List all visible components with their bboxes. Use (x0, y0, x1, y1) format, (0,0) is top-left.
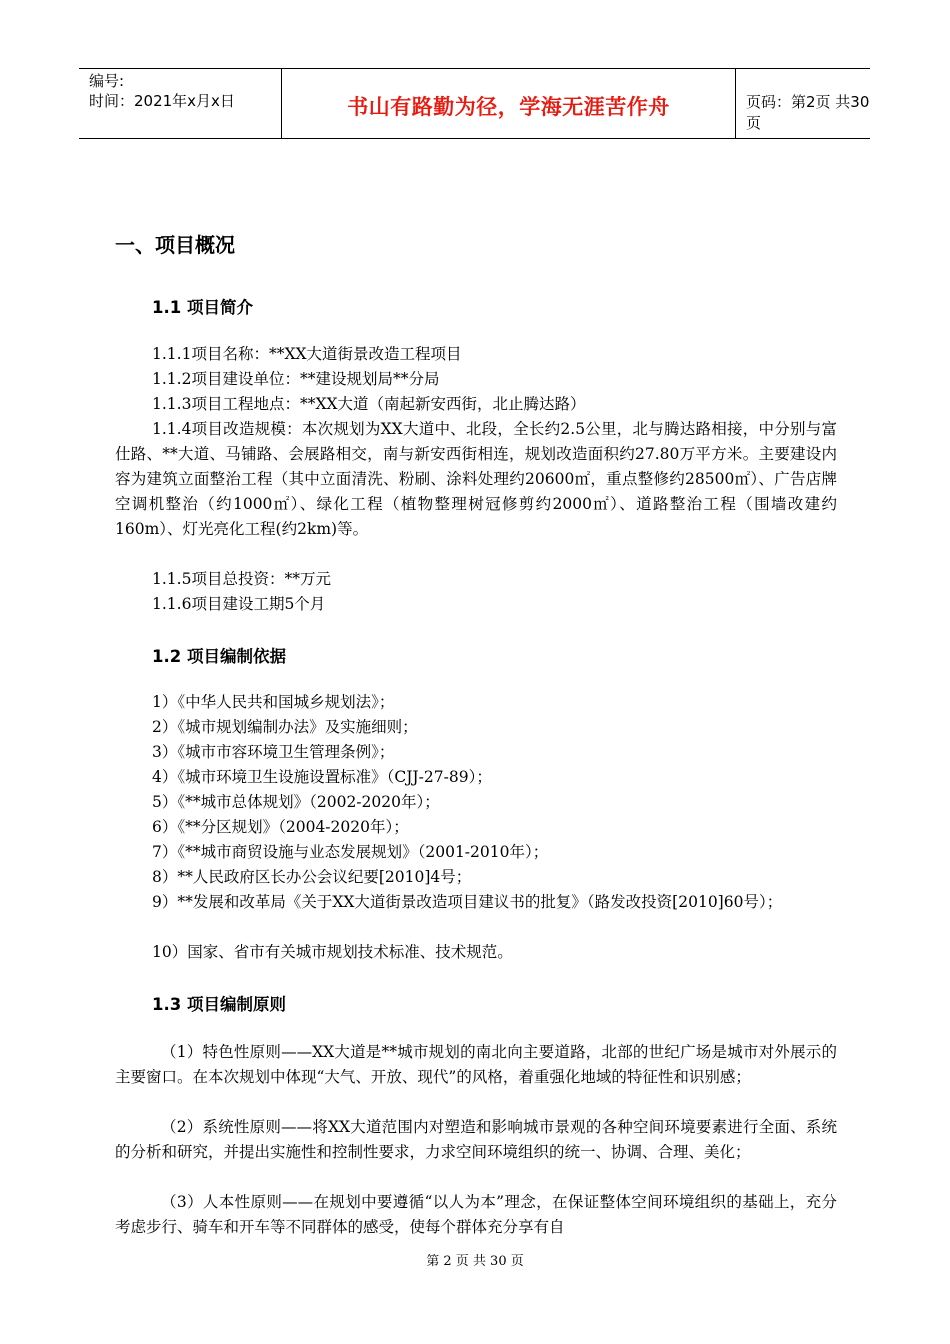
header-page-info: 页码：第2页 共30页 (746, 93, 870, 132)
header-left-cell (79, 69, 282, 138)
paragraph-1-1-6: 1.1.6项目建设工期5个月 (152, 595, 326, 613)
principle-paragraph: （3）人本性原则——在规划中要遵循“以人为本”理念，在保证整体空间环境组织的基础上，充分考虑步行、骑车和开车等不同群体的感受，使每个群体充分享有自 (115, 1193, 837, 1236)
principle-paragraph: （2）系统性原则——将XX大道范围内对塑造和影响城市景观的各种空间环境要素进行全面、系统的分析和研究，并提出实施性和控制性要求，力求空间环境组织的统一、协调、合理、美化； (115, 1118, 837, 1161)
basis-item: 3）《城市市容环境卫生管理条例》； (152, 743, 395, 761)
paragraph-1-1-2: 1.1.2项目建设单位：**建设规划局**分局 (152, 370, 440, 388)
basis-item: 2）《城市规划编制办法》及实施细则； (152, 718, 418, 736)
basis-item: 9）**发展和改革局《关于XX大道街景改造项目建议书的批复》（路发改投资[2010]60号）； (152, 893, 783, 911)
paragraph-1-1-3: 1.1.3项目工程地点：**XX大道（南起新安西街，北止腾达路） (152, 395, 586, 413)
subsection-title-1-3: 1.3 项目编制原则 (152, 995, 286, 1014)
basis-item: 5）《**城市总体规划》（2002-2020年）； (152, 793, 440, 811)
basis-item: 8）**人民政府区长办公会议纪要[2010]4号； (152, 868, 472, 886)
page-header (79, 68, 870, 139)
basis-item: 10）国家、省市有关城市规划技术标准、技术规范。 (152, 943, 513, 961)
page-footer: 第 2 页 共 30 页 (426, 1254, 524, 1269)
section-title: 一、项目概况 (115, 233, 235, 257)
subsection-title-1-2: 1.2 项目编制依据 (152, 647, 286, 666)
subsection-title-1-1: 1.1 项目简介 (152, 298, 253, 317)
document-number-label: 编号: (89, 72, 125, 90)
basis-item: 6）《**分区规划》（2004-2020年）； (152, 818, 409, 836)
paragraph-1-1-4: 1.1.4项目改造规模：本次规划为XX大道中、北段，全长约2.5公里，北与腾达路相接，中分别与富仕路、**大道、马铺路、会展路相交，南与新安西街相连，规划改造面积约27.80万平方米。主要建设内容为建筑立面整治工程（其中立面清洗、粉刷、涂料处理约20600㎡，重点整修约28500㎡）、广告店牌空调机整治（约1000㎡）、绿化工程（植物整理树冠修剪约2000㎡）、道路整治工程（围墙改建约160m）、灯光亮化工程(约2km)等。 (115, 420, 837, 538)
header-middle-cell (282, 69, 736, 138)
paragraph-1-1-1: 1.1.1项目名称：**XX大道街景改造工程项目 (152, 345, 462, 363)
basis-item: 7）《**城市商贸设施与业态发展规划》（2001-2010年）； (152, 843, 549, 861)
header-motto: 书山有路勤为径，学海无涯苦作舟 (347, 94, 670, 119)
basis-item: 1）《中华人民共和国城乡规划法》； (152, 693, 395, 711)
basis-item: 4）《城市环境卫生设施设置标准》（CJJ-27-89）； (152, 768, 492, 786)
principle-paragraph: （1）特色性原则——XX大道是**城市规划的南北向主要道路，北部的世纪广场是城市对外展示的主要窗口。在本次规划中体现“大气、开放、现代”的风格，着重强化地域的特征性和识别感； (115, 1043, 837, 1086)
document-time-label: 时间：2021年x月x日 (89, 92, 235, 110)
paragraph-1-1-5: 1.1.5项目总投资：**万元 (152, 570, 331, 588)
